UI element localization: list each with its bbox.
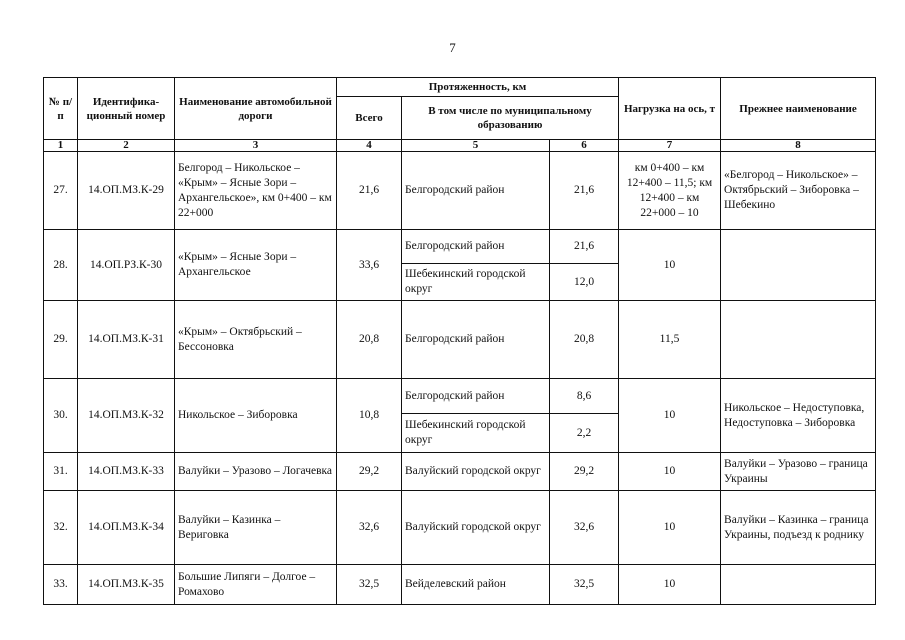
- colnum: 2: [78, 140, 175, 152]
- header-total: Всего: [337, 97, 402, 140]
- header-load: Нагрузка на ось, т: [619, 78, 721, 140]
- axle-load: 10: [619, 491, 721, 565]
- roads-table: [43, 77, 876, 605]
- header-id: Идентифика-ционный номер: [78, 78, 175, 140]
- table-row: [44, 230, 876, 264]
- length-total: 21,6: [337, 152, 402, 230]
- road-name: Белгород – Никольское – «Крым» – Ясные Зори – Архангельское», км 0+400 – км 22+000: [175, 152, 337, 230]
- length-total: 32,6: [337, 491, 402, 565]
- table-row: [44, 565, 876, 605]
- axle-load: 10: [619, 379, 721, 453]
- page-number: 7: [449, 40, 456, 55]
- length-total: 10,8: [337, 379, 402, 453]
- municipality: Белгородский район: [402, 301, 550, 379]
- length-part: 32,6: [550, 491, 619, 565]
- former-name: «Белгород – Никольское» – Октябрьский – Зиборовка – Шебекино: [721, 152, 876, 230]
- former-name: Валуйки – Уразово – граница Украины: [721, 453, 876, 491]
- length-part: 29,2: [550, 453, 619, 491]
- municipality: Валуйский городской округ: [402, 491, 550, 565]
- former-name: Валуйки – Казинка – граница Украины, подъезд к роднику: [721, 491, 876, 565]
- table-row: [44, 152, 876, 230]
- road-id: 14.ОП.МЗ.К-31: [78, 301, 175, 379]
- row-number: 27.: [44, 152, 78, 230]
- colnum: 5: [402, 140, 550, 152]
- table-row: [44, 491, 876, 565]
- road-id: 14.ОП.МЗ.К-35: [78, 565, 175, 605]
- municipality: Шебекинский городской округ: [402, 414, 550, 453]
- road-name: Большие Липяги – Долгое – Ромахово: [175, 565, 337, 605]
- length-part: 32,5: [550, 565, 619, 605]
- axle-load: км 0+400 – км 12+400 – 11,5; км 12+400 – км 22+000 – 10: [619, 152, 721, 230]
- colnum: 1: [44, 140, 78, 152]
- length-total: 33,6: [337, 230, 402, 301]
- road-id: 14.ОП.МЗ.К-33: [78, 453, 175, 491]
- row-number: 29.: [44, 301, 78, 379]
- length-part: 21,6: [550, 230, 619, 264]
- municipality: Белгородский район: [402, 230, 550, 264]
- row-number: 31.: [44, 453, 78, 491]
- table-row: [44, 301, 876, 379]
- municipality: Валуйский городской округ: [402, 453, 550, 491]
- road-id: 14.ОП.РЗ.К-30: [78, 230, 175, 301]
- road-id: 14.ОП.МЗ.К-32: [78, 379, 175, 453]
- length-part: 12,0: [550, 264, 619, 301]
- header-former: Прежнее наименование: [721, 78, 876, 140]
- header-name: Наименование автомобильной дороги: [175, 78, 337, 140]
- row-number: 32.: [44, 491, 78, 565]
- length-total: 20,8: [337, 301, 402, 379]
- colnum: 8: [721, 140, 876, 152]
- length-total: 29,2: [337, 453, 402, 491]
- road-name: Никольское – Зиборовка: [175, 379, 337, 453]
- axle-load: 10: [619, 453, 721, 491]
- length-total: 32,5: [337, 565, 402, 605]
- road-name: «Крым» – Ясные Зори – Архангельское: [175, 230, 337, 301]
- axle-load: 10: [619, 230, 721, 301]
- row-number: 28.: [44, 230, 78, 301]
- row-number: 30.: [44, 379, 78, 453]
- former-name: [721, 230, 876, 301]
- header-length: Протяженность, км: [337, 78, 619, 97]
- axle-load: 10: [619, 565, 721, 605]
- table-row: [44, 379, 876, 414]
- road-name: Валуйки – Казинка – Вериговка: [175, 491, 337, 565]
- table-row: [44, 453, 876, 491]
- road-id: 14.ОП.МЗ.К-29: [78, 152, 175, 230]
- colnum: 7: [619, 140, 721, 152]
- header-num: № п/п: [44, 78, 78, 140]
- table-body: [44, 152, 876, 605]
- row-number: 33.: [44, 565, 78, 605]
- municipality: Вейделевский район: [402, 565, 550, 605]
- road-name: «Крым» – Октябрьский – Бессоновка: [175, 301, 337, 379]
- former-name: [721, 301, 876, 379]
- municipality: Белгородский район: [402, 152, 550, 230]
- colnum: 6: [550, 140, 619, 152]
- road-name: Валуйки – Уразово – Логачевка: [175, 453, 337, 491]
- length-part: 20,8: [550, 301, 619, 379]
- length-part: 21,6: [550, 152, 619, 230]
- length-part: 2,2: [550, 414, 619, 453]
- header-incl: В том числе по муниципальному образованию: [402, 97, 619, 140]
- municipality: Белгородский район: [402, 379, 550, 414]
- colnum: 4: [337, 140, 402, 152]
- road-id: 14.ОП.МЗ.К-34: [78, 491, 175, 565]
- municipality: Шебекинский городской округ: [402, 264, 550, 301]
- axle-load: 11,5: [619, 301, 721, 379]
- length-part: 8,6: [550, 379, 619, 414]
- colnum: 3: [175, 140, 337, 152]
- former-name: Никольское – Недоступовка, Недоступовка – Зиборовка: [721, 379, 876, 453]
- former-name: [721, 565, 876, 605]
